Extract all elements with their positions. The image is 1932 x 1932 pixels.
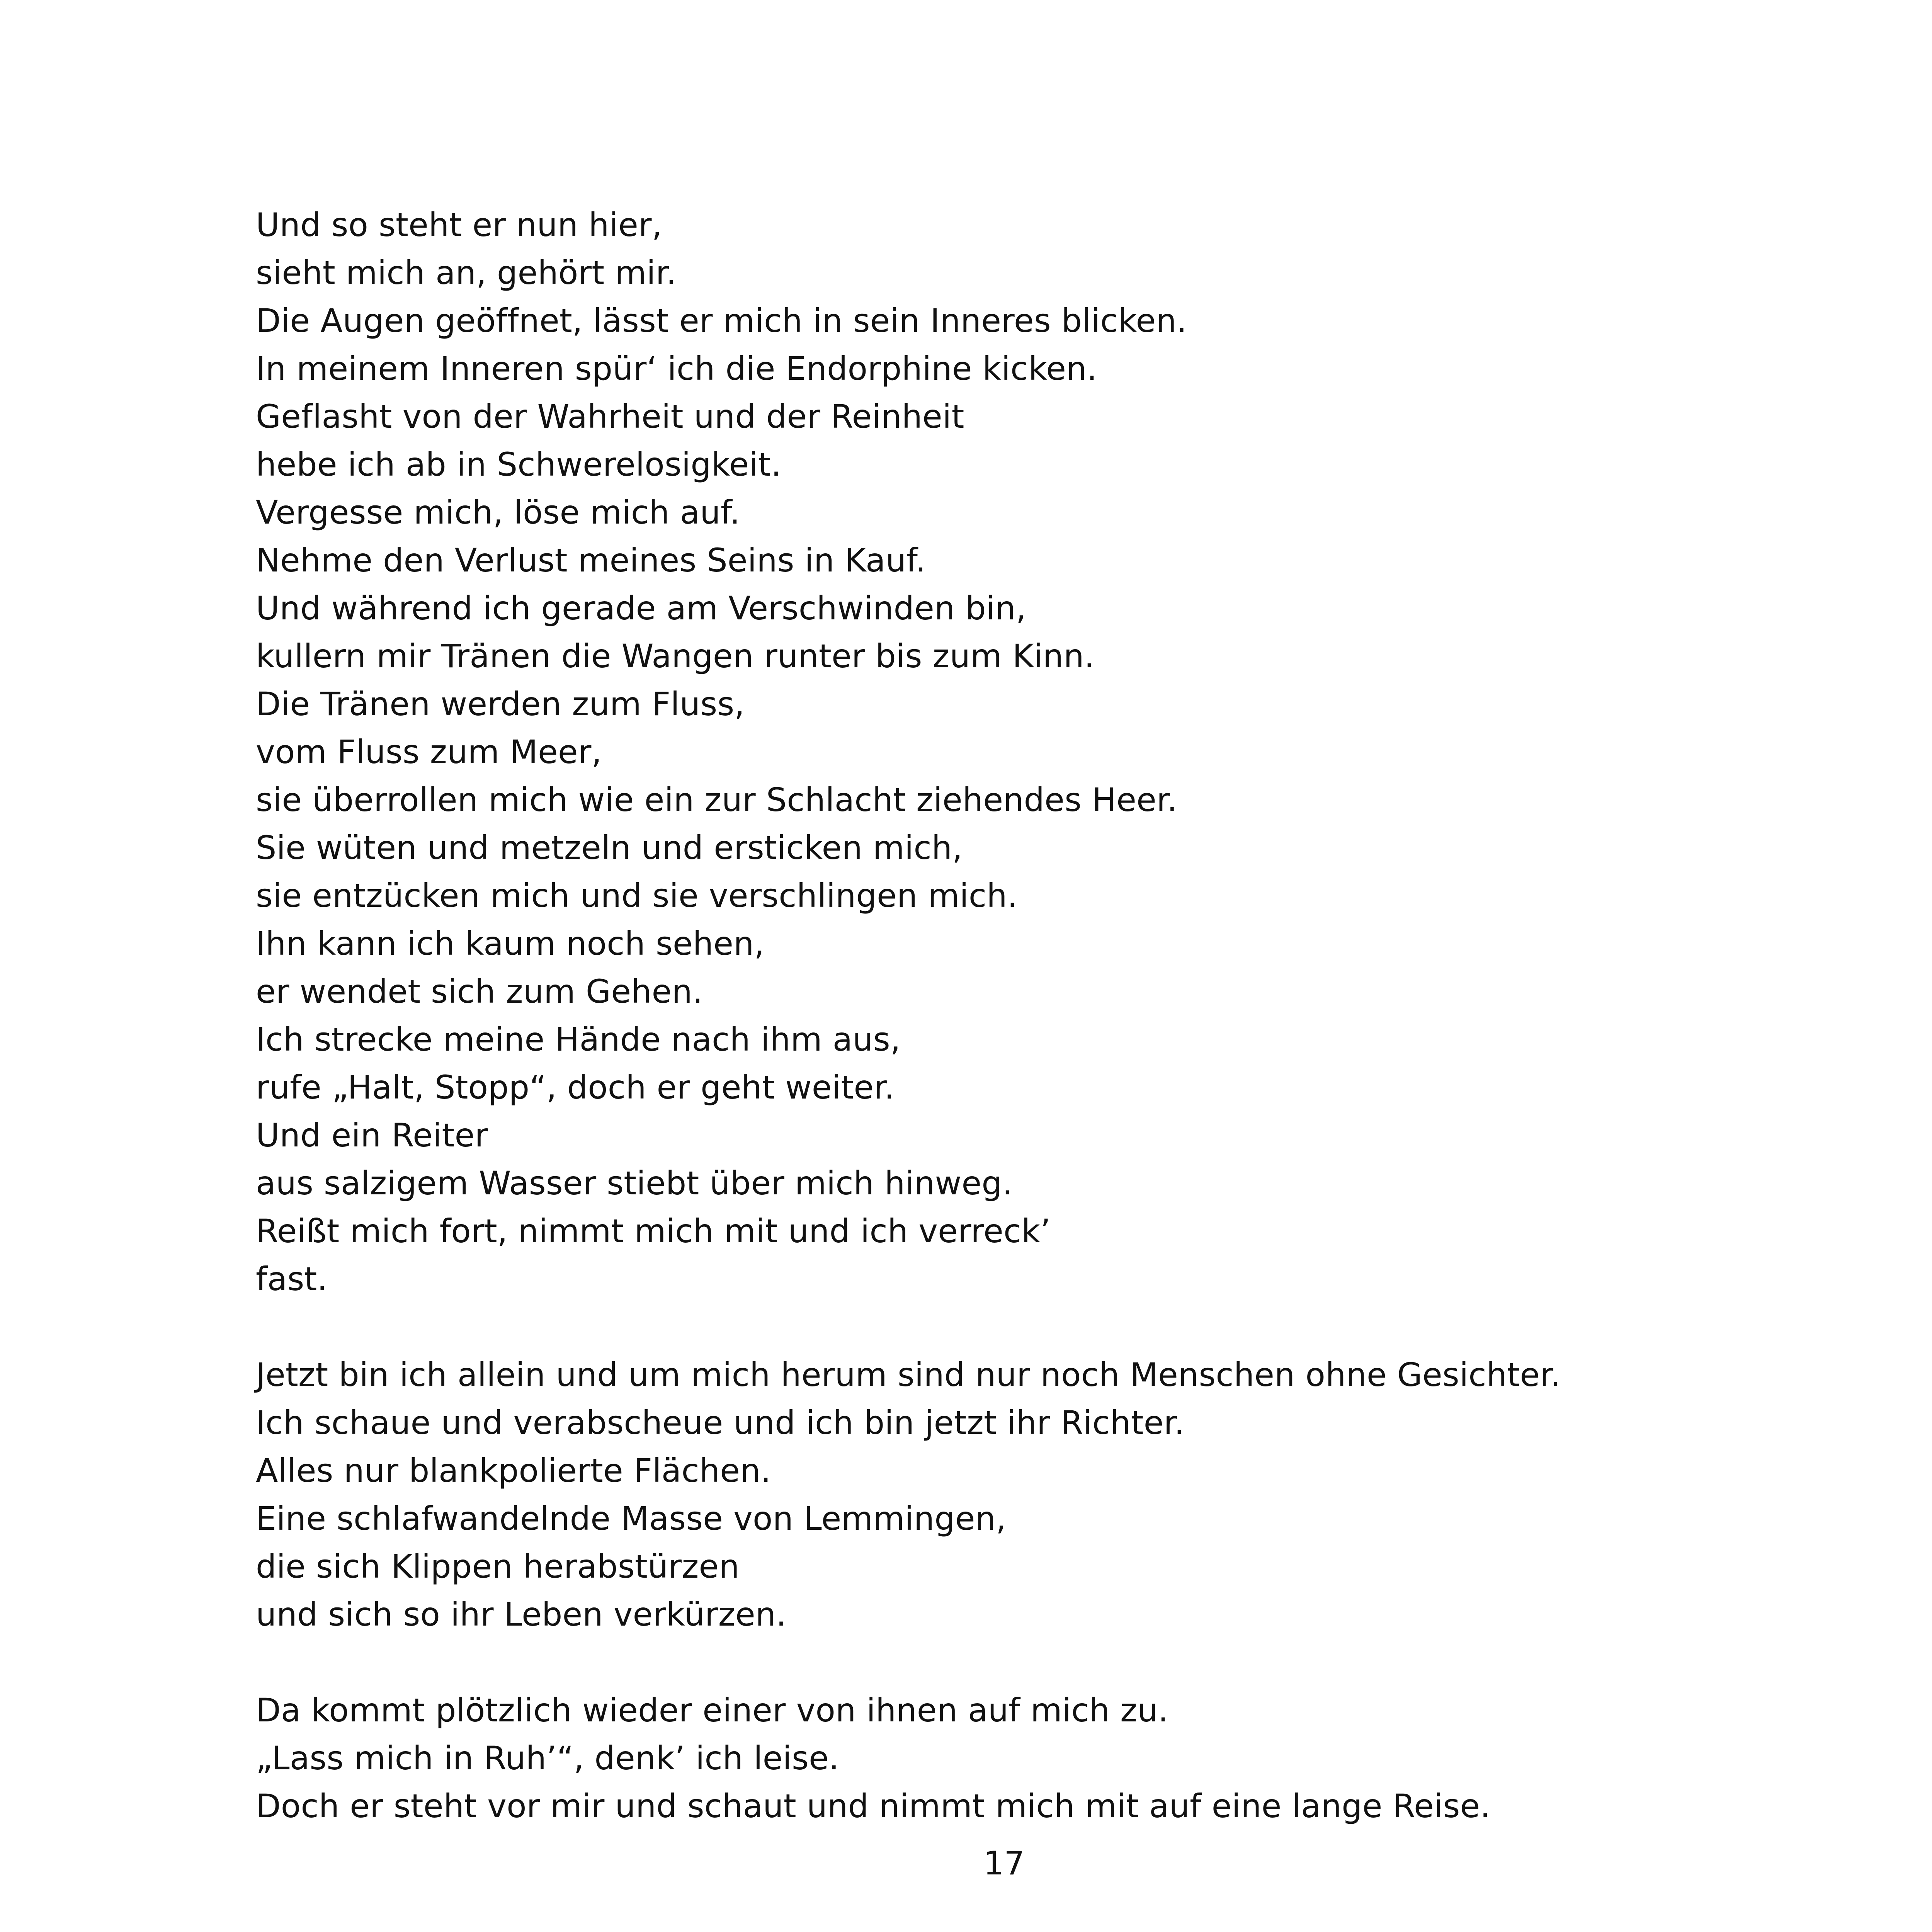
poem-line: rufe „Halt, Stopp“, doch er geht weiter.	[256, 1068, 895, 1106]
poem-line: Da kommt plötzlich wieder einer von ihnen auf mich zu.	[256, 1691, 1168, 1729]
stanza	[256, 1351, 1917, 1638]
poem-line: „Lass mich in Ruh’“, denk’ ich leise.	[256, 1739, 839, 1777]
poem-line: In meinem Inneren spür‘ ich die Endorphine kicken.	[256, 350, 1097, 388]
stanza	[256, 201, 1917, 1303]
poem-line: Jetzt bin ich allein und um mich herum sind nur noch Menschen ohne Gesichter.	[256, 1356, 1561, 1394]
poem-line: Die Tränen werden zum Fluss,	[256, 685, 745, 723]
poem-line: Ich schaue und verabscheue und ich bin jetzt ihr Richter.	[256, 1404, 1185, 1442]
poem-line: Ihn kann ich kaum noch sehen,	[256, 925, 765, 963]
poem-line: Und so steht er nun hier,	[256, 206, 662, 244]
poem-line: Und ein Reiter	[256, 1116, 488, 1154]
poem-line: Eine schlafwandelnde Masse von Lemmingen,	[256, 1500, 1007, 1537]
poem-line: Und während ich gerade am Verschwinden bin,	[256, 589, 1026, 627]
poem-line: Geflasht von der Wahrheit und der Reinheit	[256, 398, 964, 435]
poem-line: Doch er steht vor mir und schaut und nimmt mich mit auf eine lange Reise.	[256, 1787, 1491, 1825]
poem-line: die sich Klippen herabstürzen	[256, 1548, 740, 1585]
poem-line: Alles nur blankpolierte Flächen.	[256, 1452, 771, 1490]
stanza	[256, 1686, 1917, 1830]
poem-line: aus salzigem Wasser stiebt über mich hinweg.	[256, 1164, 1013, 1202]
poem-line: kullern mir Tränen die Wangen runter bis zum Kinn.	[256, 637, 1095, 675]
poem-line: Reißt mich fort, nimmt mich mit und ich verreck’	[256, 1212, 1051, 1250]
poem-line: sieht mich an, gehört mir.	[256, 254, 677, 292]
poem-line: er wendet sich zum Gehen.	[256, 973, 703, 1010]
poem-line: vom Fluss zum Meer,	[256, 733, 602, 771]
poem-line: hebe ich ab in Schwerelosigkeit.	[256, 446, 782, 483]
poem-line: fast.	[256, 1260, 328, 1298]
page-number: 17	[983, 1844, 1025, 1882]
poem-line: Die Augen geöffnet, lässt er mich in sein Inneres blicken.	[256, 302, 1187, 340]
poem-line: und sich so ihr Leben verkürzen.	[256, 1595, 787, 1633]
poem-line: Ich strecke meine Hände nach ihm aus,	[256, 1020, 901, 1058]
poem-line: Nehme den Verlust meines Seins in Kauf.	[256, 541, 926, 579]
poem-body	[256, 201, 1917, 1878]
poem-line: Vergesse mich, löse mich auf.	[256, 493, 740, 531]
poem-line: Sie wüten und metzeln und ersticken mich,	[256, 829, 963, 867]
poem-line: sie entzücken mich und sie verschlingen mich.	[256, 877, 1018, 915]
poem-line: sie überrollen mich wie ein zur Schlacht ziehendes Heer.	[256, 781, 1177, 819]
